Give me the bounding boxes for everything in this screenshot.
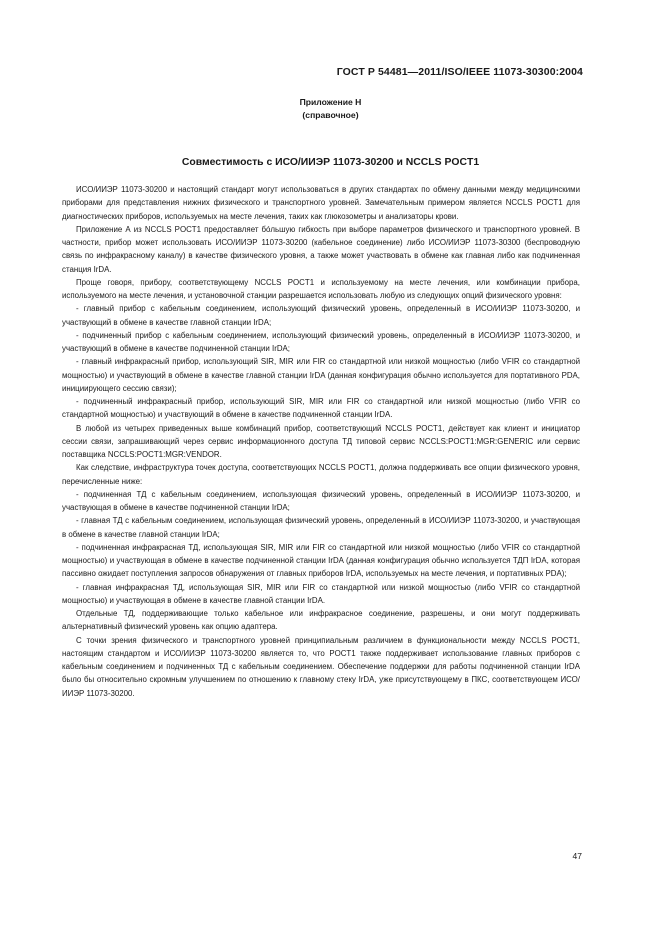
paragraph: С точки зрения физического и транспортного уровней принципиальным различием в функциональности между NCCLS POCT1, настоящим стандартом и ИСО/ИИЭР 11073-30200 является то, что POCT1 также поддерживает использование главных приборов с кабельным соединением и подчиненных ТД с кабельным соединением. Обеспечение поддержки для работы подчиненной станции IrDA было бы относительно скромным улучшением по отношению к главному стеку IrDA, уже присутствующему в ПКС, соответствующем ИСО/ИИЭР 11073-30200. [62,635,580,698]
annex-title: Приложение Н [299,97,362,107]
paragraph: Приложение А из NCCLS POCT1 предоставляет бóльшую гибкость при выборе параметров физического и транспортного уровней. В частности, прибор может использовать ИСО/ИИЭР 11073-30200 (кабельное соединение) либо ИСО/ИИЭР 11073-30300 (беспроводную связь по инфракрасному каналу) в качестве физического уровня, а также может участвовать в обмене как главная либо как подчиненная станция IrDA. [62,224,580,274]
list-item: - главный инфракрасный прибор, использующий SIR, MIR или FIR со стандартной или низкой мощностью (либо VFIR со стандартной мощностью) и участвующий в обмене в качестве главной станции IrDA (данная конфигурация обычно используется для портативного PDA, инициирующего сессию связи); [62,357,580,393]
document-header: ГОСТ Р 54481—2011/ISO/IEEE 11073-30300:2004 [336,66,583,78]
annex-type: (справочное) [302,110,359,120]
list-item: - главная инфракрасная ТД, использующая SIR, MIR или FIR со стандартной или низкой мощностью (либо VFIR со стандартной мощностью) и участвующая в обмене в качестве главной станции IrDA. [62,582,580,605]
annex-heading [0,96,661,122]
list-item: - главная ТД с кабельным соединением, использующая физический уровень, определенный в ИСО/ИИЭР 11073-30200, и участвующая в обмене в качестве главной станции IrDA; [62,516,580,539]
page-number: 47 [572,851,582,861]
body-text [62,183,580,700]
list-item: - подчиненный инфракрасный прибор, использующий SIR, MIR или FIR со стандартной или низкой мощностью (либо VFIR со стандартной мощностью) и участвующий в обмене в качестве подчиненной станции IrDA. [62,397,580,420]
list-item: - подчиненная инфракрасная ТД, использующая SIR, MIR или FIR со стандартной или низкой мощностью (либо VFIR со стандартной мощностью) и участвующая в обмене в качестве подчиненной станции IrDA (данная конфигурация обычно используется ТДП IrDA, которая пассивно ожидает поступления запросов обнаружения от главных приборов IrDA, используемых на месте лечения, и портативных PDA); [62,542,580,579]
list-item: - главный прибор с кабельным соединением, использующий физический уровень, определенный в ИСО/ИИЭР 11073-30200, и участвующий в обмене в качестве главной станции IrDA; [62,304,580,327]
paragraph: Как следствие, инфраструктура точек доступа, соответствующих NCCLS POCT1, должна поддерживать все опции физического уровня, перечисленные ниже: [62,463,580,486]
list-item: - подчиненный прибор с кабельным соединением, использующий физический уровень, определенный в ИСО/ИИЭР 11073-30200, и участвующий в обмене в качестве подчиненной станции IrDA; [62,330,580,353]
list-item: - подчиненная ТД с кабельным соединением, использующая физический уровень, определенный в ИСО/ИИЭР 11073-30200, и участвующая в обмене в качестве подчиненной станции IrDA; [62,489,580,512]
paragraph: Отдельные ТД, поддерживающие только кабельное или инфракрасное соединение, разрешены, и они могут поддерживать альтернативный физический уровень как опцию адаптера. [62,609,580,632]
paragraph: В любой из четырех приведенных выше комбинаций прибор, соответствующий NCCLS POCT1, действует как клиент и инициатор сессии связи, запрашивающий через сервис информационного доступа ТД типовой сервис NCCLS:POCT1:MGR:GENERIC или сервис поставщика NCCLS:POCT1:MGR:VENDOR. [62,423,580,459]
section-title: Совместимость с ИСО/ИИЭР 11073-30200 и NCCLS POCT1 [181,157,480,168]
paragraph: Проще говоря, прибору, соответствующему NCCLS POCT1 и используемому на месте лечения, или комбинации прибора, используемого на месте лечения, и установочной станции разрешается использовать любую из следующих опций физического уровня: [62,277,580,300]
paragraph: ИСО/ИИЭР 11073-30200 и настоящий стандарт могут использоваться в других стандартах по обмену данными между медицинскими приборами для представления нижних физического и транспортного уровней. Замечательным примером является NCCLS POCT1 для диагностических приборов, используемых на месте лечения, таких как глюкозометры и анализаторы крови. [62,185,580,221]
